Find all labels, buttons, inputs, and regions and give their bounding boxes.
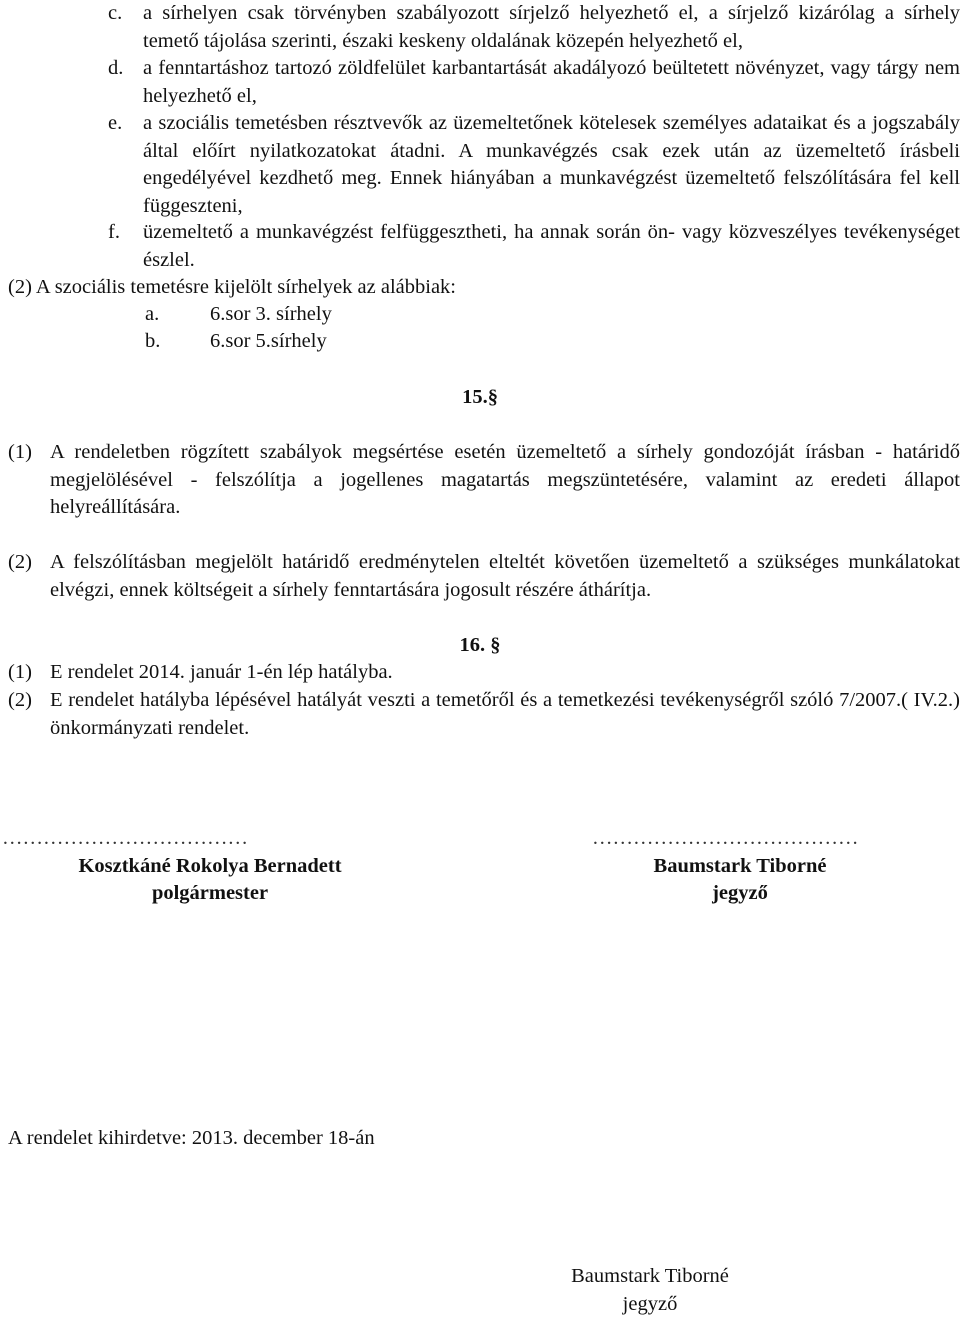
footer-signatory-name: Baumstark Tiborné: [571, 1265, 729, 1287]
list-text: üzemeltető a munkavégzést felfüggesztheti, ha annak során ön- vagy közveszélyes tevékenységet észlel.: [143, 221, 960, 271]
list-marker: e.: [108, 112, 123, 134]
section-15-heading: 15.§: [462, 386, 498, 408]
paragraph-marker: (1): [8, 441, 32, 463]
grave-text: 6.sor 5.sírhely: [210, 330, 327, 352]
signatory-name: Baumstark Tiborné: [653, 854, 827, 877]
paragraph-marker: (2): [8, 689, 32, 711]
footer-signature: [540, 1263, 760, 1318]
paragraph-text: A felszólításban megjelölt határidő eredménytelen elteltét követően üzemeltető a szükséges munkálatokat elvégzi, ennek költségeit a sírhely fenntartására jogosult részére áthárítja.: [50, 551, 960, 601]
signature-block-mayor: [0, 825, 420, 908]
grave-text: 6.sor 3. sírhely: [210, 303, 332, 325]
section-16-heading: 16. §: [459, 634, 501, 656]
paragraph-text: A rendeletben rögzített szabályok megsértése esetén üzemeltető a sírhely gondozóját írásban - határidő megjelölésével - felszólítja a jogellenes magatartás megszüntetésére, valamint az eredeti állapot helyreállítására.: [50, 441, 960, 518]
paragraph-marker: (2): [8, 551, 32, 573]
paragraph-text: E rendelet 2014. január 1-én lép hatályba.: [50, 661, 393, 683]
signature-line: …………………………………: [592, 827, 859, 849]
list-text: a szociális temetésben résztvevők az üzemeltetőnek kötelesek személyes adataikat és a jogszabály által előírt nyilatkozatokat átadni. A munkavégzés csak ezek után az üzemeltető írásbeli engedélyével kezdhető meg. Ennek hiányában a munkavégzést üzemeltető felszólítására fel kell függeszteni,: [143, 112, 960, 217]
signatory-title: jegyző: [712, 882, 768, 904]
signature-line: ………………………………: [2, 827, 248, 849]
signatory-name: Kosztkáné Rokolya Bernadett: [78, 854, 342, 877]
list-marker: b.: [145, 330, 161, 352]
list-text: a sírhelyen csak törvényben szabályozott sírjelző helyezhető el, a sírjelző kizárólag a sírhely temető tájolása szerinti, északi keskeny oldalának közepén helyezhető el,: [143, 2, 960, 52]
list-marker: d.: [108, 57, 124, 79]
footer-signatory-title: jegyző: [622, 1292, 678, 1315]
signatory-title: polgármester: [151, 882, 269, 904]
list-marker: f.: [108, 221, 120, 243]
paragraph-marker: (1): [8, 661, 32, 683]
signature-block-notary: [590, 825, 930, 908]
list-marker: a.: [145, 303, 160, 325]
social-graves-paragraph: (2) A szociális temetésre kijelölt sírhelyek az alábbiak:: [8, 276, 456, 298]
list-marker: c.: [108, 2, 123, 24]
paragraph-text: E rendelet hatályba lépésével hatályát veszti a temetőről és a temetkezési tevékenységről szóló 7/2007.( IV.2.) önkormányzati rendelet.: [50, 689, 960, 739]
list-text: a fenntartáshoz tartozó zöldfelület karbantartását akadályozó beültetett növényzet, vagy tárgy nem helyezhető el,: [143, 57, 960, 107]
promulgation-note: A rendelet kihirdetve: 2013. december 18-án: [8, 1127, 375, 1149]
